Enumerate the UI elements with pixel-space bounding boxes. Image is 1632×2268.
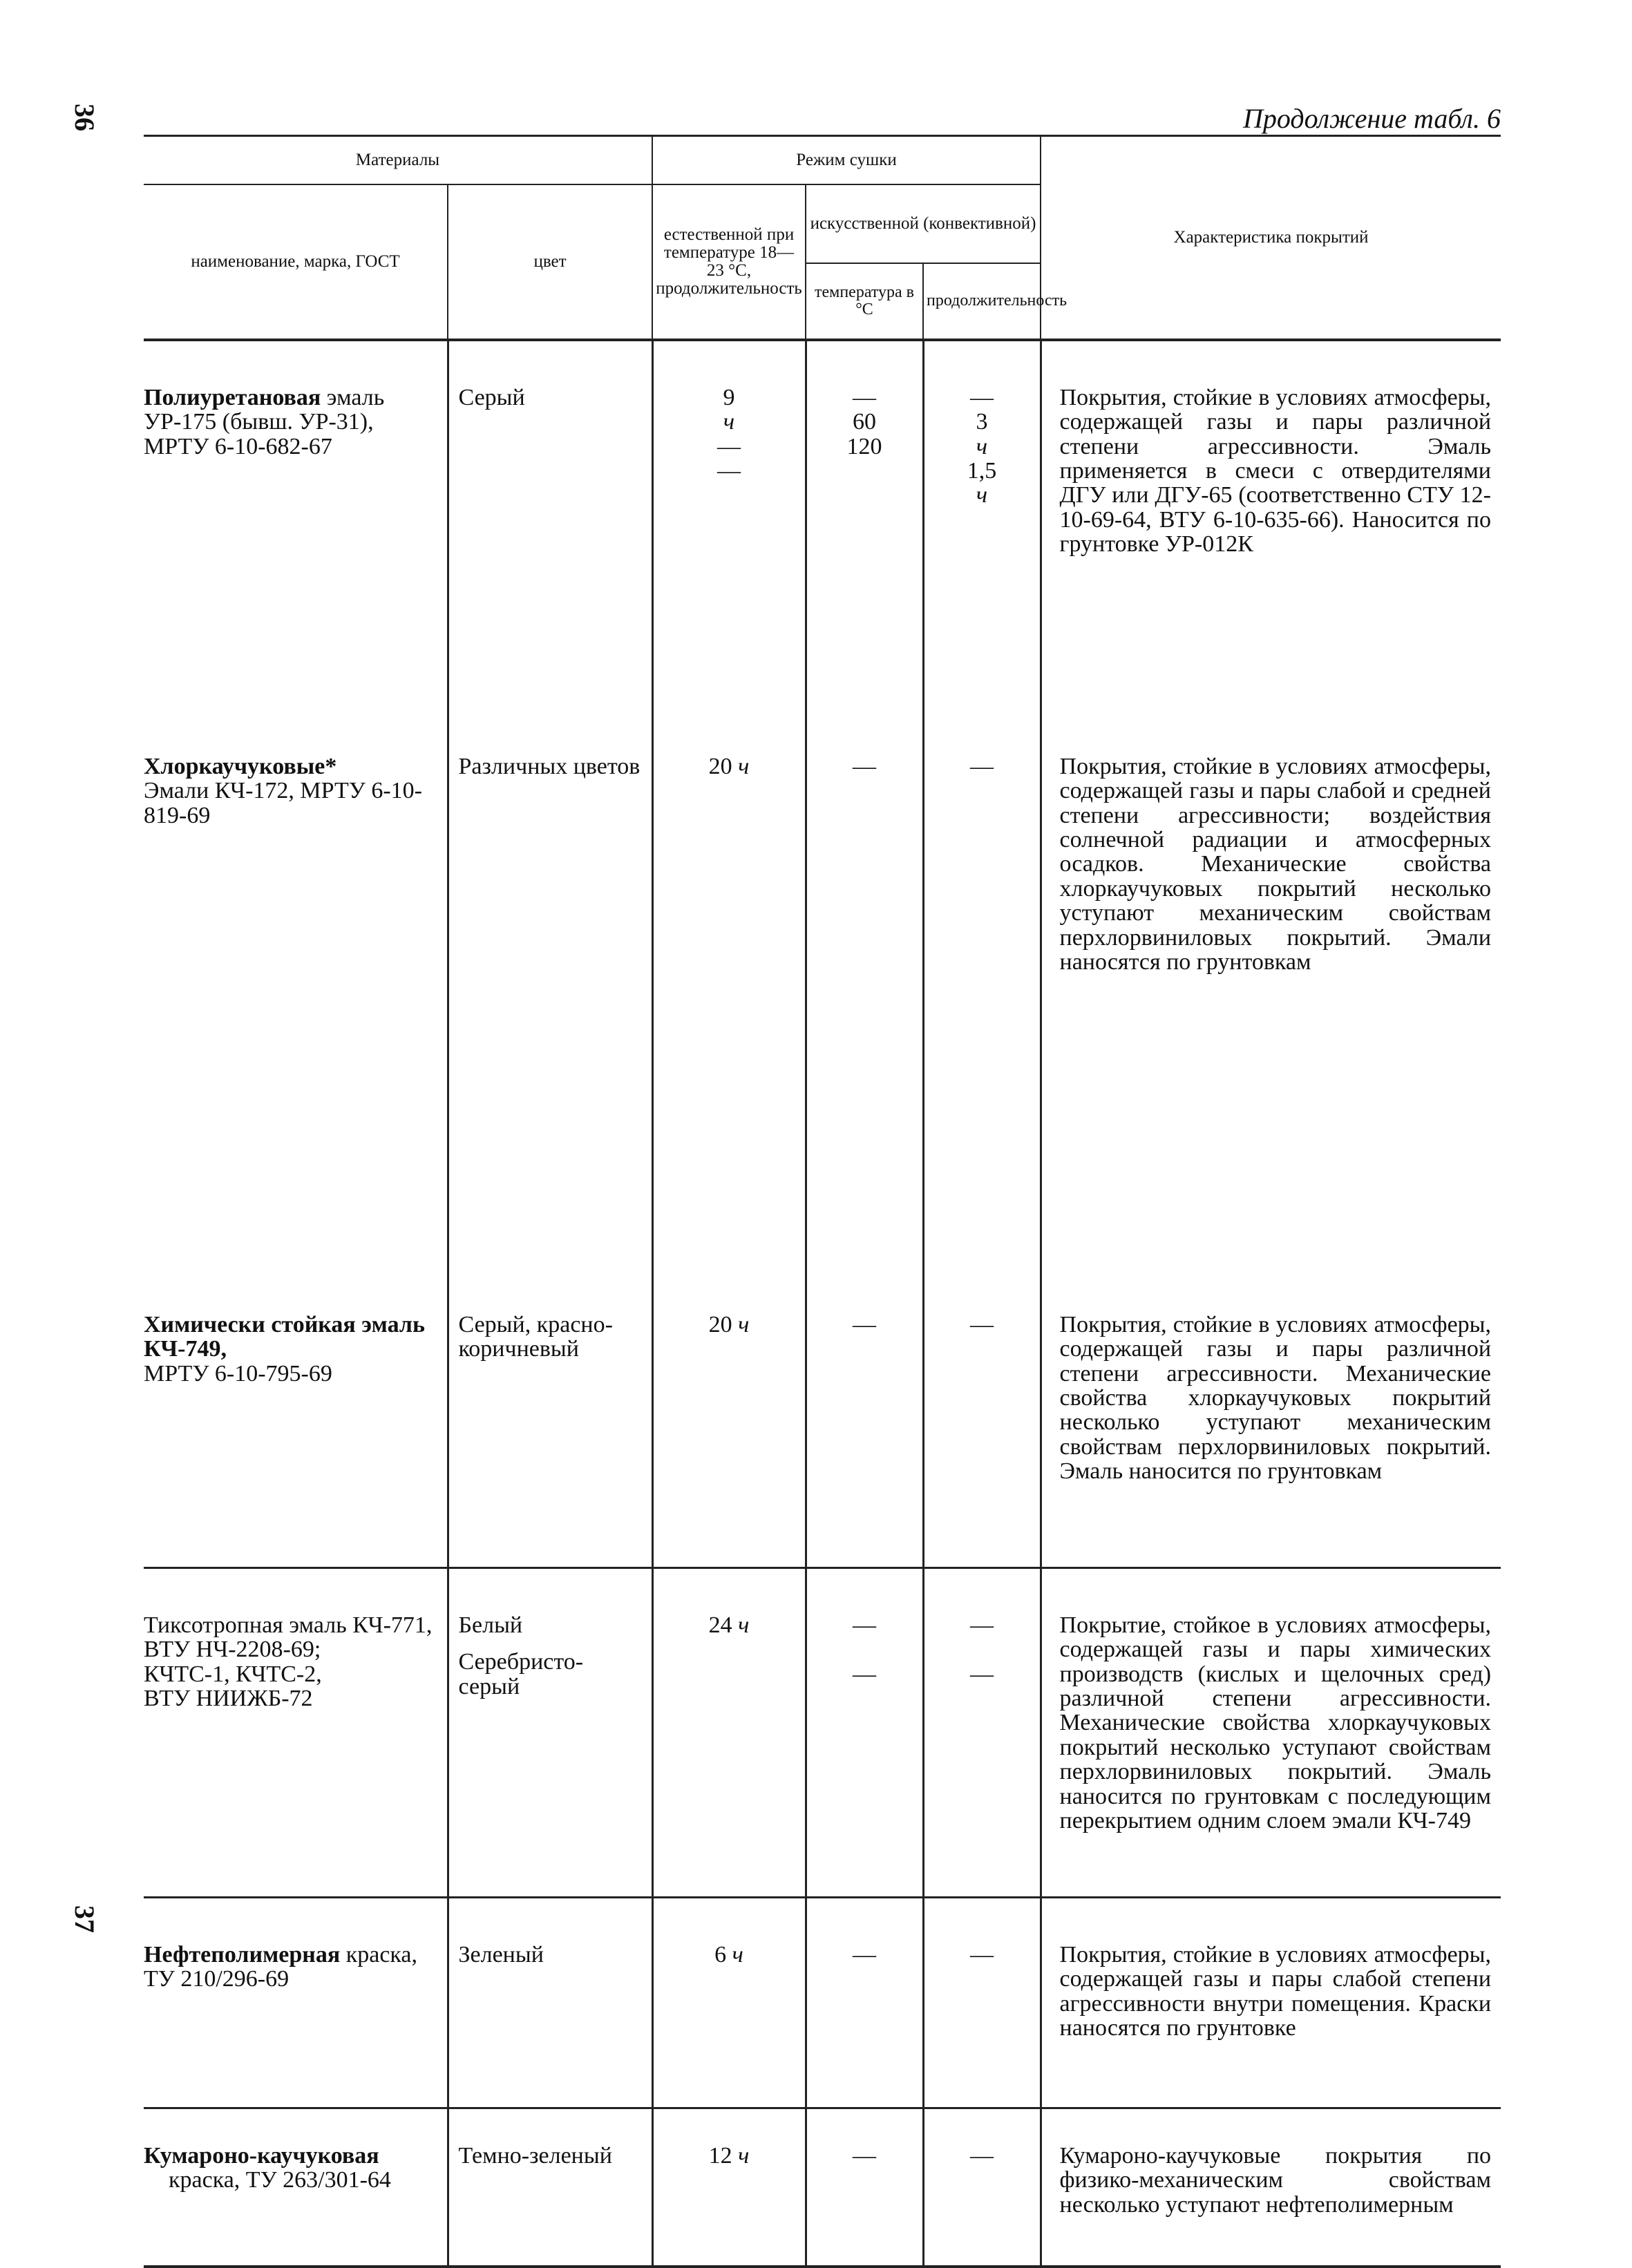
header-artificial-drying: искусственной (конвективной) bbox=[806, 184, 1041, 263]
material-name-line: КЧТС-1, КЧТС-2, bbox=[144, 1661, 322, 1687]
material-name-rest: МРТУ 6-10-795-69 bbox=[144, 1360, 332, 1386]
material-name bbox=[144, 340, 448, 710]
header-name-brand-gost: наименование, марка, ГОСТ bbox=[144, 184, 448, 340]
hours-unit: ч bbox=[976, 433, 988, 459]
hours-unit: ч bbox=[738, 1612, 750, 1638]
artificial-duration: — bbox=[923, 1268, 1041, 1568]
temperature-value: — bbox=[853, 1661, 877, 1688]
material-color: Серый, красно-коричневый bbox=[448, 1268, 652, 1568]
table-row bbox=[144, 1568, 1501, 1898]
header-characteristic: Характеристика покрытий bbox=[1041, 136, 1501, 341]
material-name-bold: Хлоркаучуковые* bbox=[144, 754, 337, 779]
table-row bbox=[144, 1898, 1501, 2108]
temperature-value: — bbox=[853, 385, 877, 410]
header-natural-drying: естественной при температуре 18—23 °C, продолжительность bbox=[652, 184, 806, 340]
temperature-value: — bbox=[853, 1612, 877, 1638]
duration-value: 3 ч bbox=[934, 410, 1030, 459]
material-color: Темно-зеленый bbox=[448, 2108, 652, 2267]
header-temperature: температура в °C bbox=[806, 263, 923, 340]
material-color: Различных цветов bbox=[448, 710, 652, 1268]
table-row bbox=[144, 710, 1501, 1268]
material-color: Зеленый bbox=[448, 1898, 652, 2108]
material-color bbox=[448, 1568, 652, 1898]
header-materials: Материалы bbox=[144, 136, 652, 185]
material-name-rest: эмаль УР-175 (бывш. УР-31), МРТУ 6-10-682-67 bbox=[144, 385, 385, 459]
material-name-rest: краска, ТУ 210/296-69 bbox=[144, 1942, 418, 1992]
coating-characteristic: Покрытия, стойкие в условиях атмосферы, содержащей газы и пары слабой и средней степени агрессивности; воздействия солнечной радиации и атмосферных осадков. Механические свойства хлоркаучуковых покрытий несколько уступают механическим свойствам перхлорвиниловых покрытий. Эмали наносятся по грунтовкам bbox=[1041, 710, 1501, 1268]
artificial-duration: — bbox=[923, 710, 1041, 1268]
natural-drying: 20 ч bbox=[652, 1268, 806, 1568]
coating-characteristic: Покрытие, стойкое в условиях атмосферы, содержащей газы и пары химических производств (кислых и щелочных сред) различной степени агрессивности. Механические свойства хлоркаучуковых покрытий несколько уступают свойствам перхлорвиниловых покрытий. Эмаль наносится по грунтовкам с последующим перекрытием одним слоем эмали КЧ-749 bbox=[1041, 1568, 1501, 1898]
hours-unit: ч bbox=[723, 409, 735, 435]
material-name-line: Тиксотропная эмаль КЧ-771, bbox=[144, 1612, 433, 1638]
material-name-rest: Эмали КЧ-172, МРТУ 6-10-819-69 bbox=[144, 778, 422, 828]
coating-characteristic: Покрытия, стойкие в условиях атмосферы, содержащей газы и пары слабой степени агрессивности внутри помещения. Краски наносятся по грунтовке bbox=[1041, 1898, 1501, 2108]
natural-drying: 6 ч bbox=[652, 1898, 806, 2108]
table-row bbox=[144, 2108, 1501, 2267]
table-row bbox=[144, 340, 1501, 710]
coating-characteristic: Покрытия, стойкие в условиях атмосферы, содержащей газы и пары различной степени агрессивности. Механические свойства хлоркаучуковых покрытий несколько уступают механическим свойствам перхлорвиниловых покрытий. Эмаль наносится по грунтовкам bbox=[1041, 1268, 1501, 1568]
natural-value: 9 ч bbox=[663, 385, 795, 435]
artificial-temperature bbox=[806, 340, 923, 710]
temperature-value: 60 bbox=[853, 409, 877, 435]
natural-value: — bbox=[717, 433, 741, 459]
header-color: цвет bbox=[448, 184, 652, 340]
duration-value: — bbox=[970, 1612, 994, 1638]
temperature-value: 120 bbox=[846, 433, 882, 459]
coating-characteristic: Кумароно-каучуковые покрытия по физико-механическим свойствам несколько уступают нефтеполимерным bbox=[1041, 2108, 1501, 2267]
color-value: Серебристо-серый bbox=[458, 1649, 584, 1699]
material-name-bold: Нефтеполимерная bbox=[144, 1942, 341, 1967]
artificial-duration: — bbox=[923, 2108, 1041, 2267]
artificial-temperature: — bbox=[806, 1898, 923, 2108]
material-name-bold: Полиуретановая bbox=[144, 385, 321, 410]
material-name-rest: краска, ТУ 263/301-64 bbox=[169, 2167, 391, 2193]
natural-drying: 20 ч bbox=[652, 710, 806, 1268]
material-name bbox=[144, 1568, 448, 1898]
material-name-bold: Кумароно-каучуковая bbox=[144, 2143, 379, 2169]
material-name bbox=[144, 1898, 448, 2108]
duration-value: — bbox=[970, 1661, 994, 1688]
artificial-duration bbox=[923, 340, 1041, 710]
hours-unit: ч bbox=[976, 482, 988, 508]
hours-unit: ч bbox=[738, 2143, 750, 2169]
natural-drying bbox=[652, 340, 806, 710]
natural-drying: 24 ч bbox=[652, 1568, 806, 1898]
hours-unit: ч bbox=[732, 1942, 743, 1967]
hours-unit: ч bbox=[738, 1312, 750, 1337]
coating-characteristic: Покрытия, стойкие в условиях атмосферы, содержащей газы и пары различной степени агрессивности. Эмаль применяется в смеси с отвердителями ДГУ или ДГУ-65 (соответственно СТУ 12-10-69-64, ВТУ 6-10-635-66). Наносится по грунтовке УР-012К bbox=[1041, 340, 1501, 710]
material-name-line: ВТУ НЧ-2208-69; bbox=[144, 1637, 321, 1663]
artificial-duration bbox=[923, 1568, 1041, 1898]
material-name bbox=[144, 710, 448, 1268]
artificial-temperature bbox=[806, 1568, 923, 1898]
artificial-temperature: — bbox=[806, 710, 923, 1268]
material-color: Серый bbox=[448, 340, 652, 710]
material-name bbox=[144, 2108, 448, 2267]
natural-value: — bbox=[717, 458, 741, 484]
artificial-temperature: — bbox=[806, 1268, 923, 1568]
coatings-table bbox=[144, 135, 1501, 2268]
natural-drying: 12 ч bbox=[652, 2108, 806, 2267]
duration-value: — bbox=[970, 385, 994, 410]
page-number-bottom: 37 bbox=[69, 1905, 100, 1933]
material-name-bold: Химически стойкая эмаль КЧ-749, bbox=[144, 1312, 425, 1362]
material-name-line: ВТУ НИИЖБ-72 bbox=[144, 1686, 313, 1712]
header-drying-mode: Режим сушки bbox=[652, 136, 1041, 185]
table-row bbox=[144, 1268, 1501, 1568]
artificial-duration: — bbox=[923, 1898, 1041, 2108]
header-duration: продолжительность bbox=[923, 263, 1041, 340]
material-name bbox=[144, 1268, 448, 1568]
artificial-temperature: — bbox=[806, 2108, 923, 2267]
color-value: Белый bbox=[458, 1612, 523, 1638]
hours-unit: ч bbox=[738, 754, 750, 779]
page-number-top: 36 bbox=[69, 104, 100, 131]
duration-value: 1,5 ч bbox=[934, 459, 1030, 508]
table-continuation-caption: Продолжение табл. 6 bbox=[1242, 103, 1501, 134]
